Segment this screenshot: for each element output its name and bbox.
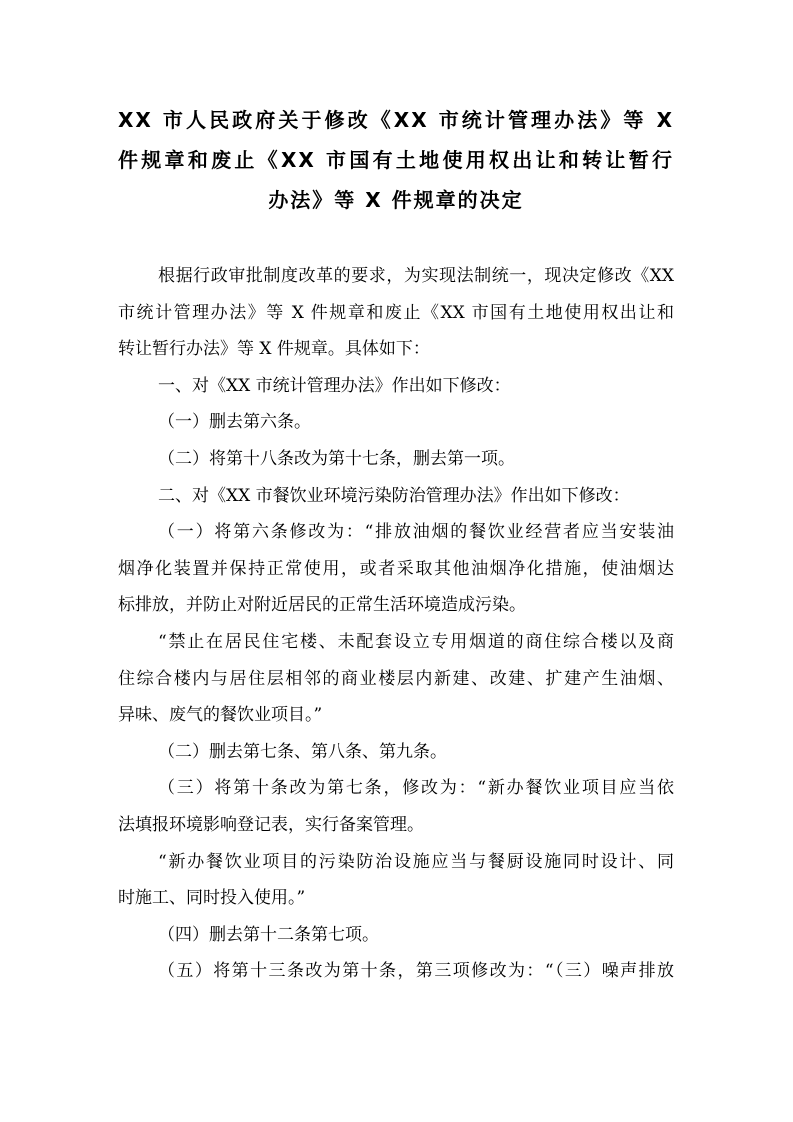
body-line: 住综合楼内与居住层相邻的商业楼层内新建、改建、扩建产生油烟、 bbox=[118, 668, 674, 689]
body-line: 市统计管理办法》等 X 件规章和废止《XX 市国有土地使用权出让和 bbox=[118, 302, 674, 323]
body-line: 根据行政审批制度改革的要求，为实现法制统一，现决定修改《XX bbox=[158, 266, 674, 286]
body-line: （三）将第十条改为第七条，修改为：“新办餐饮业项目应当依 bbox=[158, 778, 674, 799]
body-line: （一）将第六条修改为：“排放油烟的餐饮业经营者应当安装油 bbox=[158, 522, 674, 543]
body-line: 转让暂行办法》等 X 件规章。具体如下： bbox=[118, 339, 430, 360]
body-line: （五）将第十三条改为第十条，第三项修改为：“（三）噪声排放 bbox=[158, 961, 674, 982]
body-line: 二、对《XX 市餐饮业环境污染防治管理办法》作出如下修改： bbox=[158, 485, 630, 506]
body-line: “禁止在居民住宅楼、未配套设立专用烟道的商住综合楼以及商 bbox=[158, 631, 674, 652]
body-line: 一、对《XX 市统计管理办法》作出如下修改： bbox=[158, 375, 511, 396]
body-line: 异味、废气的餐饮业项目。” bbox=[118, 705, 323, 726]
body-line: （四）删去第十二条第七项。 bbox=[158, 924, 379, 945]
title-line: 办法》等 X 件规章的决定 bbox=[268, 188, 524, 212]
document-body bbox=[118, 258, 674, 990]
body-line: “新办餐饮业项目的污染防治设施应当与餐厨设施同时设计、同 bbox=[158, 851, 674, 872]
body-line: （一）删去第六条。 bbox=[158, 412, 311, 433]
body-line: （二）删去第七条、第八条、第九条。 bbox=[158, 741, 447, 762]
body-line: 烟净化装置并保持正常使用，或者采取其他油烟净化措施，使油烟达 bbox=[118, 558, 674, 579]
title-line: XX 市人民政府关于修改《XX 市统计管理办法》等 X bbox=[118, 108, 674, 132]
body-line: 法填报环境影响登记表，实行备案管理。 bbox=[118, 814, 424, 835]
body-line: （二）将第十八条改为第十七条，删去第一项。 bbox=[158, 448, 515, 469]
document-title bbox=[118, 100, 674, 220]
body-line: 时施工、同时投入使用。” bbox=[118, 888, 306, 909]
body-line: 标排放，并防止对附近居民的正常生活环境造成污染。 bbox=[118, 595, 526, 616]
title-line: 件规章和废止《XX 市国有土地使用权出让和转让暂行 bbox=[118, 148, 674, 172]
